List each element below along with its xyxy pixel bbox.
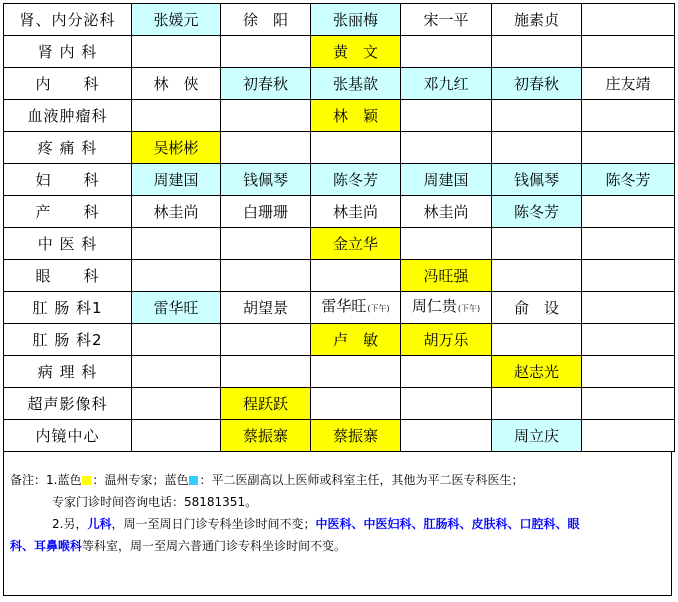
table-row bbox=[4, 164, 675, 196]
doctor-name: 陈冬芳 bbox=[605, 170, 651, 189]
department-cell: 超声影像科 bbox=[4, 388, 132, 420]
doctor-cell bbox=[401, 132, 492, 164]
note-line-1 bbox=[10, 469, 523, 491]
doctor-name: 蔡振寨 bbox=[242, 426, 288, 445]
doctor-name: 林 颖 bbox=[332, 106, 378, 125]
doctor-name: 赵志光 bbox=[513, 362, 559, 381]
doctor-name: 黄 文 bbox=[332, 42, 378, 61]
yellow-swatch-icon bbox=[82, 476, 91, 485]
table-row bbox=[4, 4, 675, 36]
department-cell: 内镜中心 bbox=[4, 420, 132, 452]
table-row bbox=[4, 260, 675, 292]
afternoon-suffix: (下午) bbox=[367, 304, 390, 313]
doctor-cell bbox=[221, 164, 311, 196]
doctor-cell bbox=[221, 420, 311, 452]
doctor-cell bbox=[492, 260, 582, 292]
note-3-prefix: 2.另， bbox=[52, 517, 88, 531]
table-row bbox=[4, 132, 675, 164]
doctor-cell bbox=[492, 388, 582, 420]
doctor-cell bbox=[311, 388, 401, 420]
doctor-name: 白珊珊 bbox=[242, 202, 288, 221]
table-row bbox=[4, 324, 675, 356]
department-cell: 病 理 科 bbox=[4, 356, 132, 388]
blue-swatch-icon bbox=[189, 476, 198, 485]
doctor-cell bbox=[311, 356, 401, 388]
doctor-cell bbox=[132, 292, 221, 324]
doctor-cell bbox=[401, 100, 492, 132]
doctor-cell bbox=[132, 4, 221, 36]
doctor-cell bbox=[582, 164, 675, 196]
doctor-name: 俞 设 bbox=[513, 298, 559, 317]
table-row bbox=[4, 68, 675, 100]
doctor-cell bbox=[221, 196, 311, 228]
doctor-cell bbox=[221, 228, 311, 260]
department-cell: 内 科 bbox=[4, 68, 132, 100]
note-4-departments: 科、耳鼻喉科 bbox=[10, 539, 83, 553]
note-line-4 bbox=[10, 535, 346, 557]
doctor-cell bbox=[401, 388, 492, 420]
note-3-departments: 中医科、中医妇科、肛肠科、皮肤科、口腔科、眼 bbox=[315, 517, 580, 531]
doctor-name: 庄友靖 bbox=[605, 74, 651, 93]
doctor-cell bbox=[401, 420, 492, 452]
doctor-cell bbox=[221, 292, 311, 324]
doctor-name: 张丽梅 bbox=[332, 10, 378, 29]
doctor-cell bbox=[132, 164, 221, 196]
doctor-name: 金立华 bbox=[332, 234, 378, 253]
doctor-cell bbox=[311, 324, 401, 356]
department-cell: 中 医 科 bbox=[4, 228, 132, 260]
department-cell: 肾、内分泌科 bbox=[4, 4, 132, 36]
doctor-cell bbox=[492, 292, 582, 324]
doctor-name: 邓九红 bbox=[423, 74, 469, 93]
note-1-middle: ：温州专家；蓝色 bbox=[92, 473, 189, 487]
doctor-cell bbox=[311, 196, 401, 228]
notes-box bbox=[3, 452, 672, 596]
doctor-cell bbox=[582, 100, 675, 132]
doctor-cell bbox=[221, 324, 311, 356]
doctor-cell bbox=[311, 164, 401, 196]
doctor-cell bbox=[221, 260, 311, 292]
doctor-cell bbox=[132, 196, 221, 228]
doctor-name: 钱佩琴 bbox=[513, 170, 559, 189]
doctor-cell bbox=[221, 132, 311, 164]
afternoon-suffix: (下午) bbox=[457, 304, 481, 313]
doctor-cell bbox=[221, 356, 311, 388]
doctor-name: 施素贞 bbox=[513, 10, 559, 29]
note-3-pediatrics: 儿科 bbox=[87, 517, 112, 531]
doctor-cell bbox=[582, 324, 675, 356]
doctor-cell bbox=[582, 228, 675, 260]
schedule-table bbox=[3, 3, 675, 452]
doctor-cell bbox=[221, 100, 311, 132]
doctor-cell bbox=[132, 228, 221, 260]
doctor-cell bbox=[132, 132, 221, 164]
doctor-cell bbox=[582, 196, 675, 228]
doctor-cell bbox=[401, 164, 492, 196]
doctor-cell bbox=[492, 4, 582, 36]
doctor-cell bbox=[582, 292, 675, 324]
doctor-cell bbox=[221, 36, 311, 68]
doctor-name: 林圭尚 bbox=[423, 202, 469, 221]
doctor-cell bbox=[132, 356, 221, 388]
doctor-name: 陈冬芳 bbox=[332, 170, 378, 189]
table-row bbox=[4, 388, 675, 420]
doctor-name: 林 俠 bbox=[153, 74, 199, 93]
note-3-middle: ，周一至周日门诊专科坐诊时间不变； bbox=[111, 517, 316, 531]
doctor-cell bbox=[492, 420, 582, 452]
doctor-cell bbox=[582, 132, 675, 164]
doctor-cell bbox=[492, 164, 582, 196]
doctor-name: 初春秋 bbox=[513, 74, 559, 93]
department-cell: 肛 肠 科1 bbox=[4, 292, 132, 324]
doctor-cell bbox=[221, 388, 311, 420]
department-cell: 妇 科 bbox=[4, 164, 132, 196]
schedule-table-wrapper bbox=[3, 3, 674, 452]
doctor-cell bbox=[582, 36, 675, 68]
doctor-cell bbox=[582, 4, 675, 36]
doctor-cell bbox=[311, 100, 401, 132]
doctor-name: 胡望景 bbox=[242, 298, 288, 317]
doctor-cell bbox=[311, 68, 401, 100]
table-row bbox=[4, 420, 675, 452]
doctor-name: 雷华旺 bbox=[153, 298, 199, 317]
doctor-cell bbox=[311, 292, 401, 324]
doctor-cell bbox=[221, 68, 311, 100]
doctor-cell bbox=[401, 292, 492, 324]
note-line-3 bbox=[52, 513, 580, 535]
note-1-suffix: ：平二医副高以上医师或科室主任，其他为平二医专科医生； bbox=[199, 473, 524, 487]
doctor-name: 张基歆 bbox=[332, 74, 378, 93]
doctor-cell bbox=[582, 68, 675, 100]
table-row bbox=[4, 100, 675, 132]
doctor-name: 卢 敏 bbox=[332, 330, 378, 349]
doctor-name: 陈冬芳 bbox=[513, 202, 559, 221]
department-cell: 肛 肠 科2 bbox=[4, 324, 132, 356]
doctor-cell bbox=[492, 132, 582, 164]
doctor-cell bbox=[132, 68, 221, 100]
doctor-cell bbox=[582, 388, 675, 420]
table-row bbox=[4, 228, 675, 260]
doctor-cell bbox=[582, 356, 675, 388]
doctor-cell bbox=[132, 100, 221, 132]
doctor-cell bbox=[311, 228, 401, 260]
doctor-cell bbox=[401, 36, 492, 68]
table-row bbox=[4, 36, 675, 68]
note-line-2: 专家门诊时间咨询电话：58181351。 bbox=[52, 495, 258, 509]
doctor-cell bbox=[311, 4, 401, 36]
doctor-cell bbox=[132, 324, 221, 356]
doctor-name: 周建国 bbox=[153, 170, 199, 189]
doctor-cell bbox=[492, 68, 582, 100]
doctor-cell bbox=[582, 260, 675, 292]
doctor-cell bbox=[132, 260, 221, 292]
doctor-name: 胡万乐 bbox=[423, 330, 469, 349]
department-cell: 血液肿瘤科 bbox=[4, 100, 132, 132]
note-1-prefix: 备注：1.蓝色 bbox=[10, 473, 82, 487]
doctor-name: 宋一平 bbox=[423, 10, 469, 29]
doctor-name: 周立庆 bbox=[513, 426, 559, 445]
doctor-name: 钱佩琴 bbox=[242, 170, 288, 189]
doctor-cell bbox=[401, 68, 492, 100]
doctor-name: 张媛元 bbox=[153, 10, 199, 29]
doctor-cell bbox=[221, 4, 311, 36]
note-4-suffix: 等科室，周一至周六普通门诊专科坐诊时间不变。 bbox=[82, 539, 347, 553]
doctor-cell bbox=[401, 196, 492, 228]
doctor-cell bbox=[401, 260, 492, 292]
doctor-cell bbox=[492, 356, 582, 388]
doctor-cell bbox=[492, 196, 582, 228]
doctor-name: 程跃跃 bbox=[242, 394, 288, 413]
doctor-cell bbox=[132, 36, 221, 68]
doctor-cell bbox=[311, 420, 401, 452]
doctor-name: 林圭尚 bbox=[332, 202, 378, 221]
table-row bbox=[4, 196, 675, 228]
doctor-name: 雷华旺 bbox=[321, 297, 367, 315]
doctor-cell bbox=[132, 388, 221, 420]
doctor-cell bbox=[311, 132, 401, 164]
doctor-name: 周仁贵 bbox=[411, 297, 457, 315]
doctor-cell bbox=[582, 420, 675, 452]
doctor-cell bbox=[401, 356, 492, 388]
table-row bbox=[4, 292, 675, 324]
doctor-cell bbox=[492, 100, 582, 132]
doctor-name: 周建国 bbox=[423, 170, 469, 189]
doctor-name: 初春秋 bbox=[242, 74, 288, 93]
doctor-name: 吴彬彬 bbox=[153, 138, 199, 157]
doctor-cell bbox=[401, 228, 492, 260]
doctor-cell bbox=[311, 36, 401, 68]
doctor-name: 冯旺强 bbox=[423, 266, 469, 285]
department-cell: 疼 痛 科 bbox=[4, 132, 132, 164]
doctor-cell bbox=[311, 260, 401, 292]
doctor-name: 蔡振寨 bbox=[332, 426, 378, 445]
doctor-cell bbox=[492, 324, 582, 356]
doctor-cell bbox=[492, 228, 582, 260]
doctor-cell bbox=[492, 36, 582, 68]
doctor-cell bbox=[401, 4, 492, 36]
table-row bbox=[4, 356, 675, 388]
doctor-cell bbox=[401, 324, 492, 356]
doctor-name: 林圭尚 bbox=[153, 202, 199, 221]
department-cell: 眼 科 bbox=[4, 260, 132, 292]
department-cell: 产 科 bbox=[4, 196, 132, 228]
doctor-name: 徐 阳 bbox=[242, 10, 288, 29]
doctor-cell bbox=[132, 420, 221, 452]
department-cell: 肾 内 科 bbox=[4, 36, 132, 68]
